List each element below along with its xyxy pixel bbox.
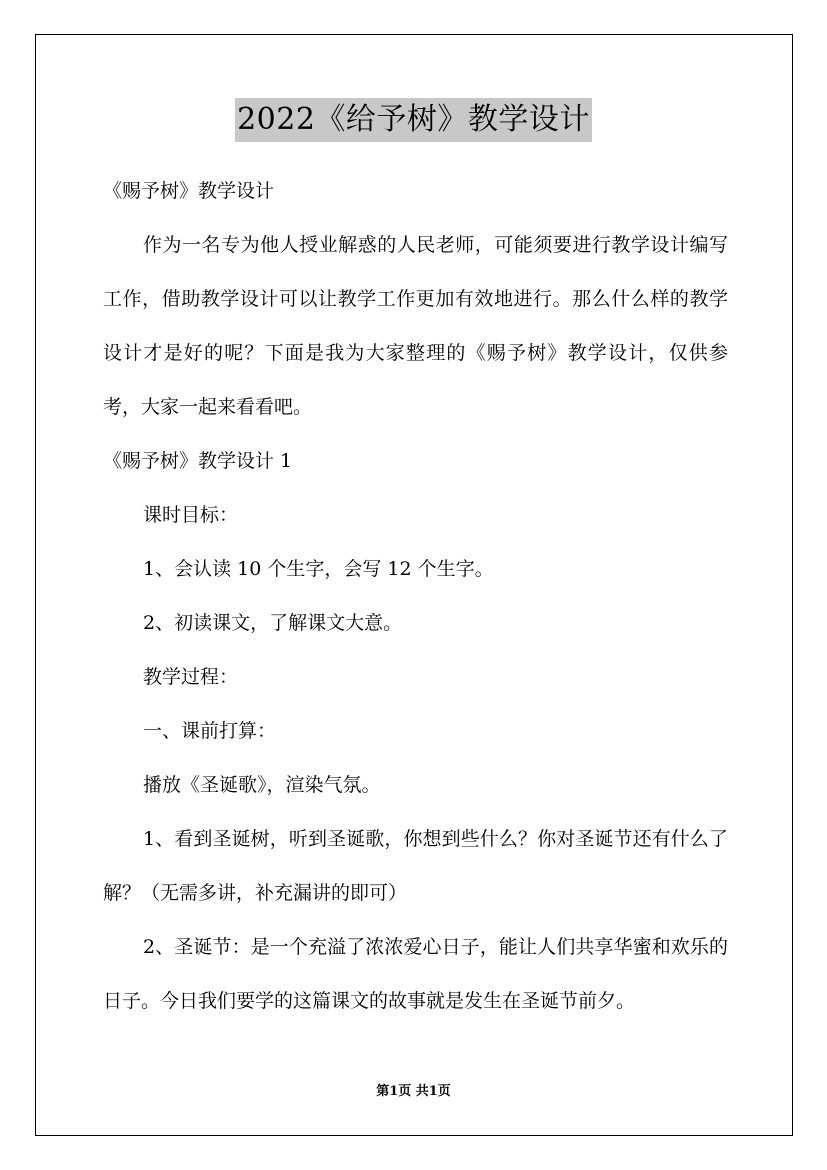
paragraph: 1、会认读 10 个生字，会写 12 个生字。 xyxy=(143,558,494,580)
paragraph: 课时目标： xyxy=(143,504,239,526)
paragraph: 2、初读课文，了解课文大意。 xyxy=(143,612,403,634)
paragraph: 1、看到圣诞树，听到圣诞歌，你想到些什么？你对圣诞节还有什么了解？（无需多讲，补充漏讲的即可） xyxy=(103,828,728,904)
page-number: 第1页 共1页 xyxy=(376,1084,451,1099)
section-heading: 《赐予树》教学设计 1 xyxy=(103,450,293,472)
section-heading: 《赐予树》教学设计 xyxy=(103,180,275,202)
paragraph: 教学过程： xyxy=(143,666,239,688)
page-footer xyxy=(0,1082,827,1102)
paragraph: 一、课前打算： xyxy=(143,720,277,742)
paragraph: 播放《圣诞歌》，渲染气氛。 xyxy=(143,774,381,796)
title-container xyxy=(0,98,827,142)
document-body xyxy=(103,164,728,1028)
intro-paragraph: 作为一名专为他人授业解惑的人民老师，可能须要进行教学设计编写工作，借助教学设计可以让教学工作更加有效地进行。那么什么样的教学设计才是好的呢？下面是我为大家整理的《赐予树》教学设计，仅供参考，大家一起来看看吧。 xyxy=(103,234,728,418)
document-title: 2022《给予树》教学设计 xyxy=(235,98,592,142)
paragraph: 2、圣诞节：是一个充溢了浓浓爱心日子，能让人们共享华蜜和欢乐的日子。今日我们要学的这篇课文的故事就是发生在圣诞节前夕。 xyxy=(103,936,728,1012)
